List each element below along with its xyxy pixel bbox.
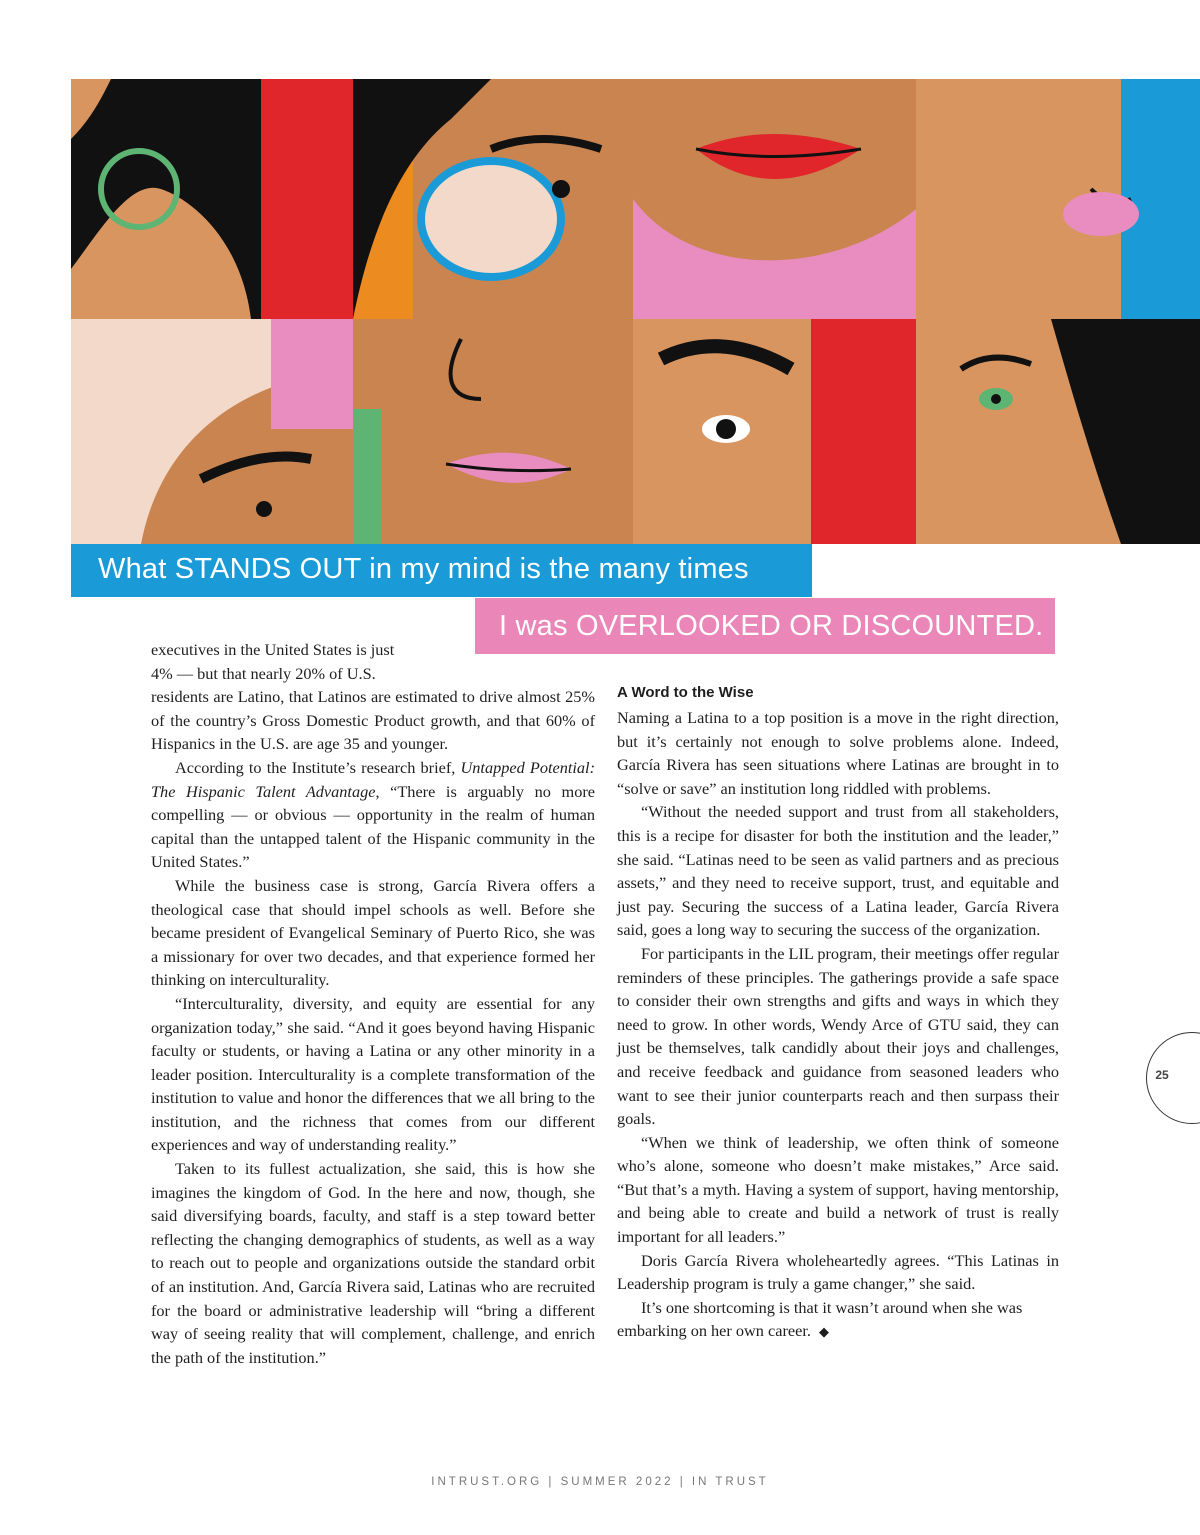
hero-illustration <box>71 79 1200 544</box>
page-footer: INTRUST.ORG | SUMMER 2022 | IN TRUST <box>431 1476 769 1488</box>
paragraph-r1: Naming a Latina to a top position is a move in the right direction, but it’s certainly not enough to solve problems alone. Indeed, García Rivera has seen situations where Latinas are brought in to “solve or save” an institution long riddled with problems. <box>617 708 1059 798</box>
portrait-collage-icon <box>71 79 1200 544</box>
pull-quote-text-1: What STANDS OUT in my mind is the many times <box>98 553 749 585</box>
paragraph-3: While the business case is strong, García Rivera offers a theological case that should impel schools as well. Before she became president of Evangelical Seminary of Puerto Rico, she was a missionary for over two decades, and that experience formed her thinking on interculturality. <box>151 875 595 990</box>
end-mark-icon: ◆ <box>818 1324 829 1340</box>
paragraph-2 <box>151 756 595 874</box>
paragraph-2-quote: , “There is arguably no more compelling — or obvious — opportunity in the realm of human capital than the untapped talent of the Hispanic community in the United States.” <box>151 781 595 872</box>
paragraph-r6 <box>617 1296 1059 1344</box>
page-number: 25 <box>1155 1068 1169 1082</box>
section-subhead: A Word to the Wise <box>617 684 754 701</box>
right-column <box>617 680 1059 1344</box>
left-column <box>151 638 595 1369</box>
paragraph-r3: For participants in the LIL program, their meetings offer regular reminders of these principles. The gatherings provide a safe space to consider their own strengths and gifts and ways in which they need to grow. In other words, Wendy Arce of GTU said, they can just be themselves, talk candidly about their joys and challenges, and receive feedback and guidance from seasoned leaders who want to see their junior counterparts reach and then surpass their goals. <box>617 943 1059 1129</box>
paragraph-1c: residents are Latino, that Latinos are estimated to drive almost 25% of the country’s Gross Domestic Product growth, and that 60% of Hispanics in the U.S. are age 35 and younger. <box>151 687 595 754</box>
paragraph-4: “Interculturality, diversity, and equity are essential for any organization today,” she said. “And it goes beyond having Hispanic faculty or students, or having a Latina or any other minority in a leader position. Interculturality is a complete transformation of the institution to value and honor the differences that we all bring to the institution, and the richness that comes from our different experiences and way of understanding reality.” <box>151 993 595 1155</box>
paragraph-1b: 4% — but that nearly 20% of U.S. <box>151 663 376 683</box>
pull-quote-line-1 <box>71 544 812 597</box>
pull-quote-text-2: I was OVERLOOKED OR DISCOUNTED. <box>499 610 1044 642</box>
paragraph-5: Taken to its fullest actualization, she said, this is how she imagines the kingdom of God. In the here and now, though, she said diversifying boards, faculty, and staff is a step toward better reflecting the changing demographics of students, as well as a way to reach out to people and organizations outside the standard orbit of an institution. And, García Rivera said, Latinas who are recruited for the board or administrative leadership will “bring a different way of seeing reality that will complement, challenge, and enrich the path of the institution.” <box>151 1159 595 1367</box>
paragraph-r2: “Without the needed support and trust from all stakeholders, this is a recipe for disaster for both the institution and the leader,” she said. “Latinas need to be seen as valid partners and as precious assets,” and they need to receive support, trust, and equitable and just pay. Securing the success of a Latina leader, García Rivera said, goes a long way to securing the success of the organization. <box>617 802 1059 940</box>
research-brief-title: Untapped Potential: The Hispanic Talent Advantage <box>151 757 595 801</box>
closing-sentence: It’s one shortcoming is that it wasn’t around when she was embarking on her own career. <box>617 1297 1023 1341</box>
paragraph-1a: executives in the United States is just <box>151 640 395 659</box>
paragraph-2-lead: According to the Institute’s research brief, <box>175 757 461 777</box>
paragraph-r5: Doris García Rivera wholeheartedly agrees. “This Latinas in Leadership program is truly a game changer,” she said. <box>617 1250 1059 1294</box>
paragraph-r4: “When we think of leadership, we often think of someone who’s alone, someone who doesn’t make mistakes,” Arce said. “But that’s a myth. Having a system of support, having mentorship, and being able to create and build a network of trust is really important for all leaders.” <box>617 1132 1059 1247</box>
